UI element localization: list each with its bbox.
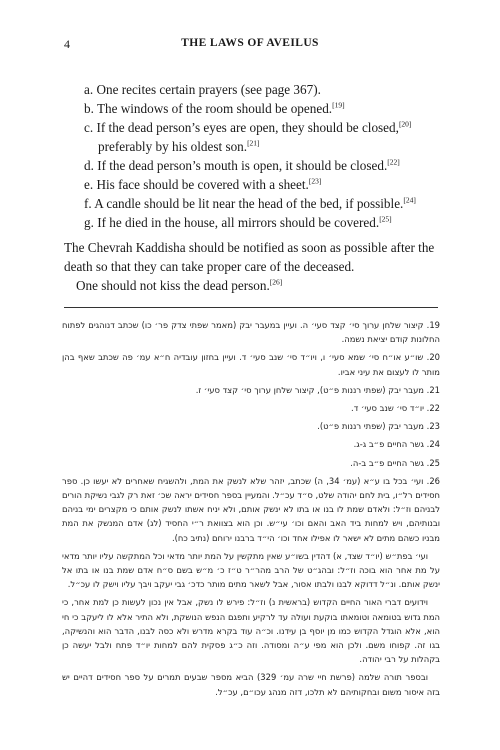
footnote: 21. מעבר יבק (שפתי רננות פ״ט), קיצור שלחן ערוך סי׳ קצד סעי׳ ז. <box>195 384 440 395</box>
footnote-continuation: ובספר תורה שלמה (פרשת חיי שרה עמ׳ 329) הביא מספר שבעים תמרים על ספר חסידים דהיים יש בזה איסור משום ובחקותיהם לא תלכו, דזה מנהג עכו״ם, עכ״ל. <box>62 672 440 697</box>
footnote-ref[interactable]: [22] <box>387 157 400 167</box>
footnote-ref[interactable]: [20] <box>398 119 412 129</box>
footnotes <box>62 318 440 703</box>
page-number: 4 <box>64 37 70 51</box>
footnote-ref[interactable]: [24] <box>403 195 416 205</box>
chevrah-kaddisha-paragraph: The Chevrah Kaddisha should be notified as soon as possible after the death so that they can take proper care of the deceased. <box>64 240 435 274</box>
footnote: 22. יו״ד סי׳ שנב סעי׳ ד. <box>351 403 440 414</box>
list-item: c. If the dead person’s eyes are open, they should be closed,[20] preferably by his oldest son.[21] <box>84 119 412 154</box>
footnote: 25. גשר החיים פ״ב ב-ה. <box>350 457 440 468</box>
footnote-continuation: ועי׳ בפת״ש (יו״ד שצד, א) דהדין בשו״ע שאין מתקשין על המת יותר מדאי וכל המתקשה עליו יותר מדאי על מת אחר הוא בוכה וז״ל: ובהג״ט של הרב מהר״ר ט״ז כ׳ מ״ש בשם ס״ח אדם שמת בנו או בתו אל ינשק אותם. ונ״ל דדוקא לבנו ולבתו אסור, אבל לשאר מתים מותר כדכ׳ גבי יעקב ויבך עליו וישק לו עכ״ל. <box>62 550 440 590</box>
main-text <box>64 80 442 295</box>
list-item: e. His face should be covered with a sheet.[23] <box>84 176 322 192</box>
customs-list <box>64 80 442 232</box>
footnote: 19. קיצור שלחן ערוך סי׳ קצד סעי׳ ה. ועיין במעבר יבק (מאמר שפתי צדק פר׳ כו) שכתב דנוהגים לפתוח החלונות קודם יציאת נשמה. <box>62 320 440 345</box>
page-header <box>64 37 436 53</box>
footnote: 24. גשר החיים פ״ב ג-ג. <box>353 439 440 450</box>
footnote-ref[interactable]: [26] <box>269 277 283 287</box>
list-item: g. If he died in the house, all mirrors should be covered.[25] <box>84 214 392 230</box>
footnote-ref[interactable]: [23] <box>308 176 322 186</box>
footnote: 20. שו״ע או״ח סי׳ שמא סעי׳ ו, ויו״ד סי׳ שנב סעי׳ ד. ועיין בחזון עובדיה ח״א עמ׳ פה שכתב שאף בהן מותר לו לעצום את עיני אביו. <box>62 352 440 377</box>
footnote-ref[interactable]: [19] <box>332 100 345 110</box>
footnote-divider <box>64 307 438 308</box>
footnote-continuation: וידועים דברי האור החיים הקדוש (בראשית נ) וז״ל: פירש לו נשק, אבל אין נכון לעשות כן למת אחר, כי המת גדוש בטומאה וטומאתו בוקעת ועולה עד לרקיע ותפגם הנפש הנושקת, ולא התיר אלא לו ליעקב כי חי הוא, אלא הוגדל הקדוש כמו מן יוסף בן עידנו. וכ״ה עוד בקרא מדרש ולא כסה לבנו, הדבר הוא והנשיקה, בגו זה. קפוחו משם. ולכן הוא מפי ע״ה ומסודה. וזה כ״ג פסקית להם למחות יו״ד פתח ולבל יעשה כן בקהלות על רבי יהודה. <box>62 597 440 665</box>
footnote: 26. ועי׳ בכל בו ע״א (עמ׳ 34, ה) שכתב, יזהר שלא לנשק את המת, ולהשגיח שאחרים לא יעשו כן. ספר חסידים רל״ו, בית לחם יהודה שלט, ס״ד עכ״ל. והמעיין בספר חסידים יראה שכ׳ זאת רק לגבי נשיקת הורים לבניהם וז״ל: ולאדם שמת לו בנו או בתו לא ינשק אותם, ולא יניח אשתו לנשק אותם כי מקצרים ימי בניהם ובנותיהם, ויש למחות ביד האב והאם וכו׳ עי״ש. וכן הוא בצוואת ר״י החסיד (לג) אדם המנשק את המת מבניו כשהם מתים לא ישאר לו אפילו אחד וכו׳ הי״ד ברבנו ירוחם (נתיב כח). <box>62 475 440 543</box>
list-item: b. The windows of the room should be opened.[19] <box>84 100 345 116</box>
footnote: 23. מעבר יבק (שפתי רננות פ״ט). <box>317 421 440 432</box>
list-item: a. One recites certain prayers (see page 367). <box>84 82 321 97</box>
footnote-ref[interactable]: [25] <box>379 214 392 224</box>
kiss-paragraph: One should not kiss the dead person.[26] <box>76 277 283 293</box>
list-item: d. If the dead person’s mouth is open, it should be closed.[22] <box>84 157 400 173</box>
list-item: f. A candle should be lit near the head of the bed, if possible.[24] <box>84 195 416 211</box>
footnote-ref[interactable]: [21] <box>247 138 260 148</box>
running-title: THE LAWS OF AVEILUS <box>181 37 319 49</box>
